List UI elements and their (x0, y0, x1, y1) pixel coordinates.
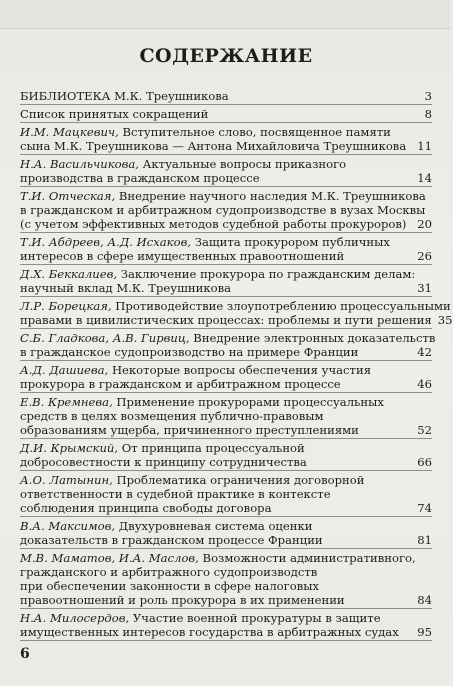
toc-entry-title-line: ответственности в судебной практике в контексте (20, 487, 331, 501)
toc-entry-title-line: производства в гражданском процессе (20, 171, 260, 185)
toc-entry-title-line: Внедрение электронных доказательств (189, 331, 436, 345)
toc-entry-title-line: Противодействие злоупотреблению процессуальными (111, 299, 451, 313)
toc-entry-title-line: добросовестности к принципу сотрудничества (20, 455, 307, 469)
toc-entry-title-line: гражданского и арбитражного судопроизводств (20, 565, 318, 579)
toc-entry (20, 471, 432, 517)
toc-entry-title-line: Защита прокурором публичных (191, 235, 390, 249)
toc-entry-page-number: 84 (417, 593, 432, 607)
page-number: 6 (20, 646, 30, 662)
toc-entry-page-number: 95 (417, 625, 432, 639)
toc-entry-page-number: 66 (417, 455, 432, 469)
toc-entry (20, 329, 436, 361)
toc-entry-page-number: 74 (417, 501, 432, 515)
toc-entry-page-number: 35 (437, 313, 453, 327)
toc-entry-page-number: 46 (417, 377, 432, 391)
toc-entry-title-line: Список принятых сокращений (20, 107, 209, 121)
toc-entry (20, 517, 432, 549)
toc-entry (20, 187, 432, 233)
toc-entry-title-line: Применение прокурорами процессуальных (112, 395, 384, 409)
toc-entry-author: Д.И. Крымский, (20, 441, 119, 455)
toc-entry (20, 87, 432, 105)
toc-entry-title-line: прокурора в гражданском и арбитражном процессе (20, 377, 341, 391)
toc-entry-title-line: Возможности административного, (198, 551, 416, 565)
toc-entry-title-line: средств в целях возмещения публично-правовым (20, 409, 324, 423)
toc-entry-title-line: правами в цивилистических процессах: проблемы и пути решения (20, 313, 432, 327)
toc-entry-title-line: имущественных интересов государства в арбитражных судах (20, 625, 399, 639)
toc-entry-page-number: 20 (417, 217, 432, 231)
toc-entry (20, 105, 432, 123)
toc-entry (20, 123, 432, 155)
toc-entry-title-line: Внедрение научного наследия М.К. Треушникова (115, 189, 426, 203)
toc-entry-author: Т.И. Отческая, (20, 189, 116, 203)
toc-entry-page-number: 52 (417, 423, 432, 437)
toc-entry-title-line: правоотношений и роль прокурора в их применении (20, 593, 345, 607)
toc-entry (20, 297, 453, 329)
toc-entry (20, 155, 432, 187)
toc-entry-title-line: сына М.К. Треушникова — Антона Михайловича Треушникова (20, 139, 407, 153)
toc-entry-author: В.А. Максимов, (20, 519, 116, 533)
toc-entry-title-line: доказательств в гражданском процессе Франции (20, 533, 323, 547)
toc-entry-title-line: Заключение прокурора по гражданским делам: (117, 267, 416, 281)
toc-entry-author: А.Д. Дашиева, (20, 363, 109, 377)
running-header-strip (0, 0, 450, 29)
toc-entry-title-line: интересов в сфере имущественных правоотношений (20, 249, 345, 263)
toc-entry-title-line: Двухуровневая система оценки (115, 519, 313, 533)
toc-entry-page-number: 31 (417, 281, 432, 295)
toc-entry-author: Л.Р. Борецкая, (20, 299, 112, 313)
toc-entry (20, 393, 432, 439)
toc-entry-author: Н.А. Васильчикова, (20, 157, 139, 171)
toc-entry-page-number: 11 (417, 139, 432, 153)
toc-entry-title-line: при обеспечении законности в сфере налоговых (20, 579, 320, 593)
toc-entry-page-number: 8 (424, 107, 432, 121)
toc-entry-title-line: Проблематика ограничения договорной (112, 473, 365, 487)
toc-entry-author: Е.В. Кремнева, (20, 395, 113, 409)
toc-entry (20, 233, 432, 265)
toc-entry-page-number: 26 (417, 249, 432, 263)
toc-entry-title-line: От принципа процессуальной (118, 441, 305, 455)
toc-entry-page-number: 81 (417, 533, 432, 547)
toc-entry-title-line: соблюдения принципа свободы договора (20, 501, 272, 515)
toc-entry-author: Т.И. Абдреев, А.Д. Исхаков, (20, 235, 192, 249)
toc-entry (20, 439, 432, 471)
toc-entry-author: А.О. Латынин, (20, 473, 113, 487)
toc-entry-author: С.Б. Гладкова, А.В. Гирвиц, (20, 331, 190, 345)
toc-entry-page-number: 14 (417, 171, 432, 185)
toc-entry-title-line: Актуальные вопросы приказного (138, 157, 347, 171)
toc-entry-title-line: (с учетом эффективных методов судебной работы прокуроров) (20, 217, 407, 231)
toc-entry-title-line: образованиям ущерба, причиненного преступлениями (20, 423, 359, 437)
toc-entry-title-line: научный вклад М.К. Треушникова (20, 281, 232, 295)
toc-entry-page-number: 42 (417, 345, 432, 359)
page-title: СОДЕРЖАНИЕ (139, 45, 313, 67)
toc-entry-title-line: БИБЛИОТЕКА М.К. Треушникова (20, 89, 229, 103)
toc-entry-title-line: Участие военной прокуратуры в защите (129, 611, 381, 625)
table-of-contents (20, 87, 453, 641)
toc-entry-author: М.В. Маматов, И.А. Маслов, (20, 551, 199, 565)
toc-entry (20, 265, 432, 297)
toc-entry-title-line: в гражданское судопроизводство на примере Франции (20, 345, 359, 359)
toc-entry-title-line: в гражданском и арбитражном судопроизводстве в вузах Москвы (20, 203, 426, 217)
toc-entry-title-line: Некоторые вопросы обеспечения участия (108, 363, 372, 377)
toc-entry-author: Н.А. Милосердов, (20, 611, 130, 625)
toc-entry-author: И.М. Мацкевич, (20, 125, 119, 139)
toc-entry (20, 609, 432, 641)
toc-entry (20, 549, 432, 609)
toc-entry-page-number: 3 (424, 89, 432, 103)
toc-entry (20, 361, 432, 393)
toc-entry-author: Д.Х. Беккалиев, (20, 267, 118, 281)
toc-entry-title-line: Вступительное слово, посвященное памяти (118, 125, 391, 139)
